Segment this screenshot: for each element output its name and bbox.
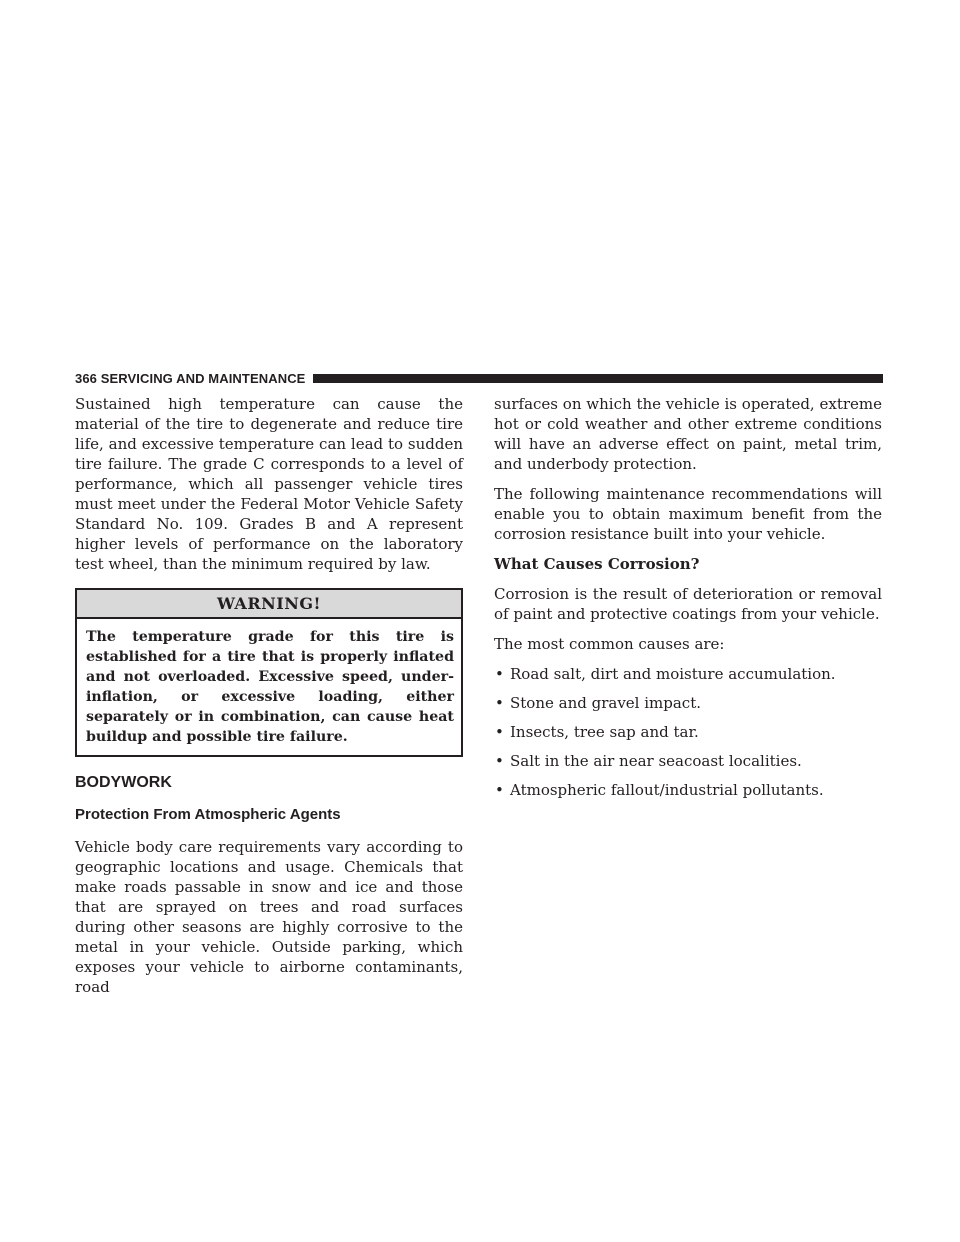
list-item: • Stone and gravel impact. [495,694,702,712]
causes-intro: The most common causes are: [494,635,725,653]
bullet-icon: • [495,723,504,741]
left-column [75,394,463,1007]
page-number: 366 [75,370,97,386]
subsection-title: Protection From Atmospheric Agents [75,806,341,823]
section-title: BODYWORK [75,774,172,791]
page-header [75,369,883,387]
tire-temperature-paragraph: Sustained high temperature can cause the material of the tire to degenerate and reduce tire life, and excessive temperature can lead to sudden tire failure. The grade C corresponds to a level of performance, which all passenger vehicle tires must meet under the Federal Motor Vehicle Safety Standard No. 109. Grades B and A represent higher levels of performance on the laboratory test wheel, than the minimum required by law. [75,395,463,573]
list-item: • Insects, tree sap and tar. [495,723,699,741]
bullet-icon: • [495,694,504,712]
section-name: SERVICING AND MAINTENANCE [100,370,306,386]
corrosion-definition-paragraph: Corrosion is the result of deterioration or removal of paint and protective coatings from your vehicle. [494,585,882,623]
recommendations-paragraph: The following maintenance recommendations will enable you to obtain maximum benefit from the corrosion resistance built into your vehicle. [494,485,882,543]
bullet-icon: • [495,665,504,683]
warning-box [75,588,463,757]
body-care-paragraph: Vehicle body care requirements vary according to geographic locations and usage. Chemicals that make roads passable in snow and ice and those that are sprayed on trees and road surfaces during other seasons are highly corrosive to the metal in your vehicle. Outside parking, which exposes your vehicle to airborne contaminants, road [75,838,463,996]
bullet-icon: • [495,781,504,799]
continued-paragraph: surfaces on which the vehicle is operated, extreme hot or cold weather and other extreme conditions will have an adverse effect on paint, metal trim, and underbody protection. [494,395,882,473]
header-rule [313,374,883,383]
causes-list [494,664,882,800]
list-item: • Road salt, dirt and moisture accumulation. [495,665,836,683]
list-item: • Atmospheric fallout/industrial pollutants. [495,781,824,799]
corrosion-subhead: What Causes Corrosion? [494,555,700,573]
list-item: • Salt in the air near seacoast localities. [495,752,802,770]
page-header-label [75,371,305,386]
bullet-icon: • [495,752,504,770]
right-column [494,394,882,809]
warning-body: The temperature grade for this tire is established for a tire that is properly inflated and not overloaded. Excessive speed, under-inflation, or excessive loading, either separately or in combination, can cause heat buildup and possible tire failure. [86,629,454,745]
warning-title: WARNING! [77,590,461,619]
